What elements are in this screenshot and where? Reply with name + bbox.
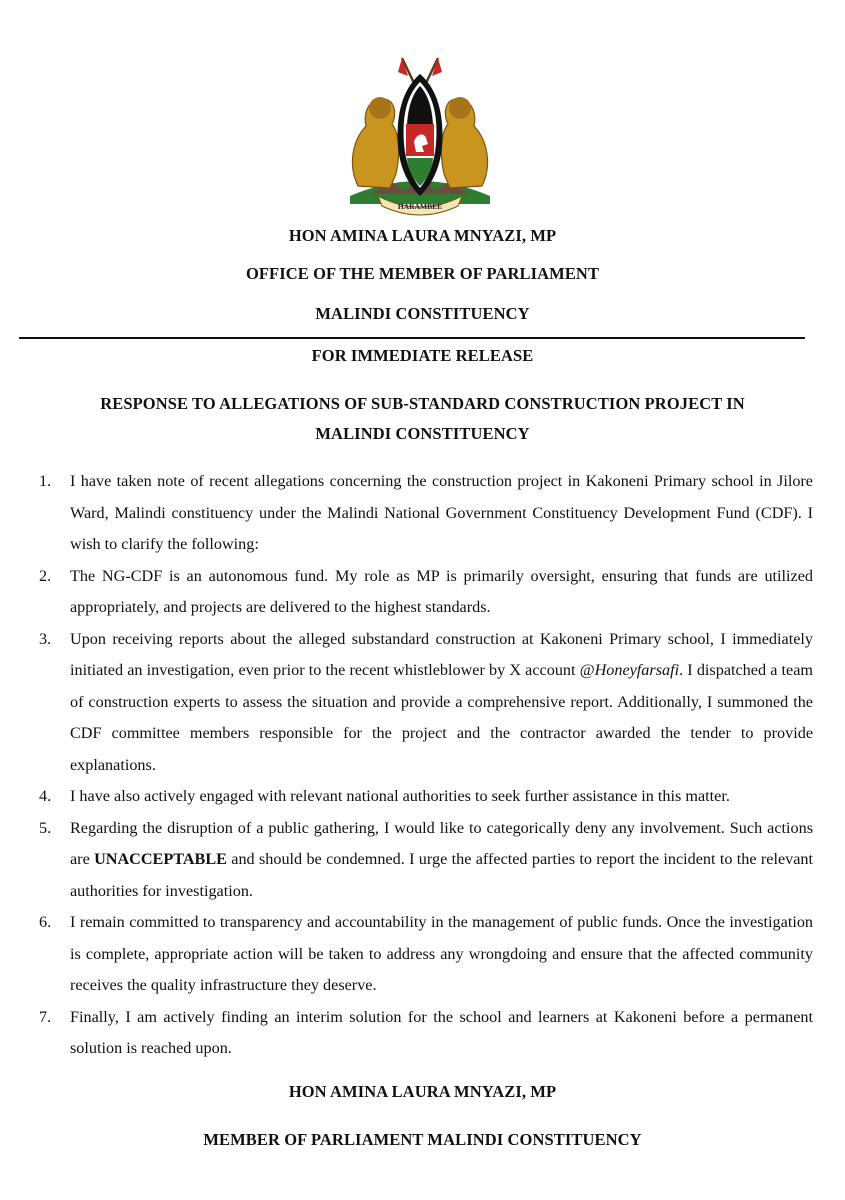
statement-point-2 bbox=[0, 561, 813, 624]
point-text: I have also actively engaged with relevant national authorities to seek further assistance in this matter. bbox=[70, 787, 730, 805]
statement-point-4 bbox=[0, 781, 813, 813]
constituency-heading: MALINDI CONSTITUENCY bbox=[315, 304, 530, 323]
point-text-after: . I dispatched a team of construction experts to assess the situation and provide a comprehensive report. Additionally, I summoned the CDF committee members responsible for the project and the contractor awarded the tender to provide explanations. bbox=[70, 661, 814, 774]
office-heading: OFFICE OF THE MEMBER OF PARLIAMENT bbox=[245, 264, 600, 283]
point-text: Finally, I am actively finding an interim solution for the school and learners at Kakoneni before a permanent solution is reached upon. bbox=[70, 1007, 813, 1057]
point-number: 7. bbox=[39, 1007, 52, 1026]
emphasis-word: UNACCEPTABLE bbox=[94, 850, 227, 868]
point-number: 1. bbox=[39, 472, 52, 490]
point-number: 5. bbox=[39, 818, 52, 837]
statement-points bbox=[0, 466, 845, 1065]
point-number: 2. bbox=[39, 566, 52, 585]
point-text: I remain committed to transparency and accountability in the management of public funds. Once the investigation is complete, appropriate action will be taken to address any wrongdoing and ensure that the affected community receives the quality infrastructure they deserve. bbox=[70, 913, 813, 994]
crest-motto: HARAMBEE bbox=[397, 202, 443, 211]
signature-name: HON AMINA LAURA MNYAZI, MP bbox=[288, 1082, 557, 1101]
header-divider bbox=[19, 337, 805, 339]
x-account-handle: @Honeyfarsafi bbox=[579, 661, 680, 679]
point-text-before: Upon receiving reports about the alleged substandard construction at Kakoneni Primary school, I immediately initiated an investigation, even prior to the recent whistleblower by X account bbox=[70, 629, 813, 679]
point-text: I have taken note of recent allegations concerning the construction project in Kakoneni Primary school in Jilore Ward, Malindi constituency under the Malindi National Government Constituency Development Fund (CDF). I wish to clarify the following: bbox=[70, 472, 813, 553]
statement-point-1 bbox=[0, 466, 813, 561]
mp-name-heading: HON AMINA LAURA MNYAZI, MP bbox=[288, 226, 557, 245]
statement-point-6 bbox=[0, 907, 813, 1002]
document-title-line-1: RESPONSE TO ALLEGATIONS OF SUB-STANDARD CONSTRUCTION PROJECT IN bbox=[100, 394, 745, 413]
document-title-line-2: MALINDI CONSTITUENCY bbox=[315, 424, 530, 443]
kenya-coat-of-arms-icon bbox=[330, 46, 510, 216]
point-text-after: and should be condemned. I urge the affected parties to report the incident to the relevant authorities for investigation. bbox=[70, 850, 814, 900]
release-label: FOR IMMEDIATE RELEASE bbox=[311, 346, 534, 365]
point-number: 3. bbox=[39, 629, 52, 648]
point-number: 6. bbox=[39, 913, 52, 931]
statement-point-3 bbox=[0, 624, 813, 782]
point-text-before: Regarding the disruption of a public gathering, I would like to categorically deny any involvement. Such actions are bbox=[70, 818, 813, 868]
signature-role: MEMBER OF PARLIAMENT MALINDI CONSTITUENCY bbox=[203, 1130, 642, 1149]
point-number: 4. bbox=[39, 787, 52, 805]
statement-point-5 bbox=[0, 813, 813, 908]
point-text: The NG-CDF is an autonomous fund. My role as MP is primarily oversight, ensuring that funds are utilized appropriately, and projects are delivered to the highest standards. bbox=[70, 566, 813, 616]
statement-point-7 bbox=[0, 1002, 813, 1065]
